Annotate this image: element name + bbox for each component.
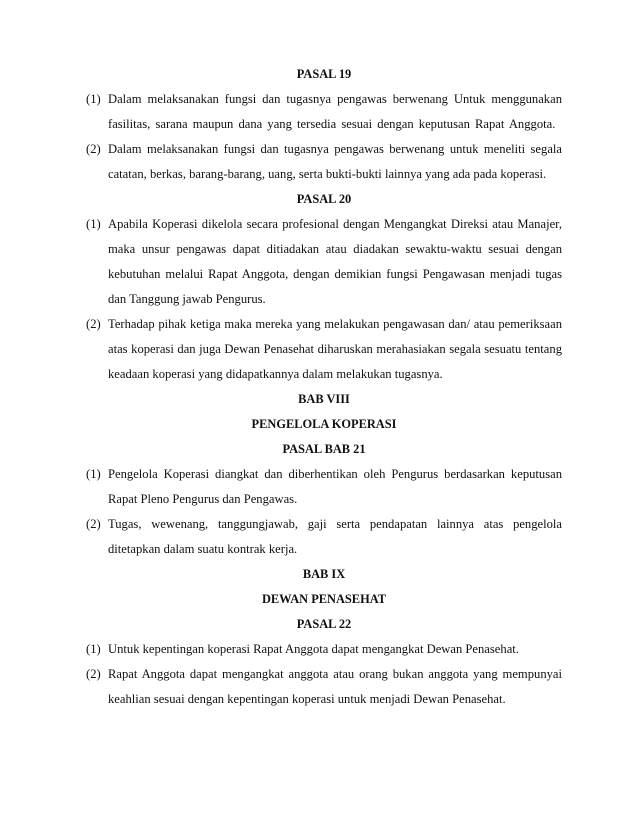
bab-ix-heading: BAB IX <box>302 567 346 581</box>
item-text: Dalam melaksanakan fungsi dan tugasnya pengawas berwenang Untuk menggunakan fasilitas, sarana maupun dana yang tersedia sesuai dengan keputusan Rapat Anggota. <box>108 92 562 131</box>
item-text: Rapat Anggota dapat mengangkat anggota atau orang bukan anggota yang mempunyai keahlian sesuai dengan kepentingan koperasi untuk menjadi Dewan Penasehat. <box>108 667 562 706</box>
pasal-19-item-2 <box>86 137 562 187</box>
pasal-20-item-1 <box>86 212 562 312</box>
item-text: Untuk kepentingan koperasi Rapat Anggota dapat mengangkat Dewan Penasehat. <box>108 642 519 656</box>
item-text: Pengelola Koperasi diangkat dan diberhentikan oleh Pengurus berdasarkan keputusan Rapat Pleno Pengurus dan Pengawas. <box>108 467 562 506</box>
pasal-21-item-1 <box>86 462 562 512</box>
item-text: Tugas, wewenang, tanggungjawab, gaji serta pendapatan lainnya atas pengelola ditetapkan dalam suatu kontrak kerja. <box>108 517 562 556</box>
bab-ix-title: DEWAN PENASEHAT <box>261 592 387 606</box>
pasal-20-item-2 <box>86 312 562 387</box>
item-number: (2) <box>86 517 101 531</box>
item-number: (1) <box>86 217 101 231</box>
item-number: (1) <box>86 642 101 656</box>
pasal-19-heading: PASAL 19 <box>296 67 352 81</box>
bab-viii-heading: BAB VIII <box>298 392 350 406</box>
pasal-22-item-1 <box>86 637 562 662</box>
document-body <box>86 62 562 712</box>
item-number: (2) <box>86 667 101 681</box>
item-text: Apabila Koperasi dikelola secara profesional dengan Mengangkat Direksi atau Manajer, maka unsur pengawas dapat ditiadakan atau diadakan sewaktu-waktu sesuai dengan kebutuhan melalui Rapat Anggota, dengan demikian fungsi Pengawasan menjadi tugas dan Tanggung jawab Pengurus. <box>108 217 562 306</box>
pasal-19-item-1 <box>86 87 562 137</box>
pasal-21-item-2 <box>86 512 562 562</box>
item-text: Dalam melaksanakan fungsi dan tugasnya pengawas berwenang untuk meneliti segala catatan, berkas, barang-barang, uang, serta bukti-bukti lainnya yang ada pada koperasi. <box>108 142 562 181</box>
item-number: (2) <box>86 142 101 156</box>
pasal-21-heading: PASAL BAB 21 <box>282 442 366 456</box>
item-number: (1) <box>86 92 101 106</box>
pasal-22-heading: PASAL 22 <box>296 617 352 631</box>
bab-viii-title: PENGELOLA KOPERASI <box>251 417 397 431</box>
item-number: (2) <box>86 317 101 331</box>
pasal-20-heading: PASAL 20 <box>296 192 352 206</box>
item-number: (1) <box>86 467 101 481</box>
pasal-22-item-2 <box>86 662 562 712</box>
item-text: Terhadap pihak ketiga maka mereka yang melakukan pengawasan dan/ atau pemeriksaan atas koperasi dan juga Dewan Penasehat diharuskan merahasiakan segala sesuatu tentang keadaan koperasi yang didapatkannya dalam melakukan tugasnya. <box>108 317 562 381</box>
